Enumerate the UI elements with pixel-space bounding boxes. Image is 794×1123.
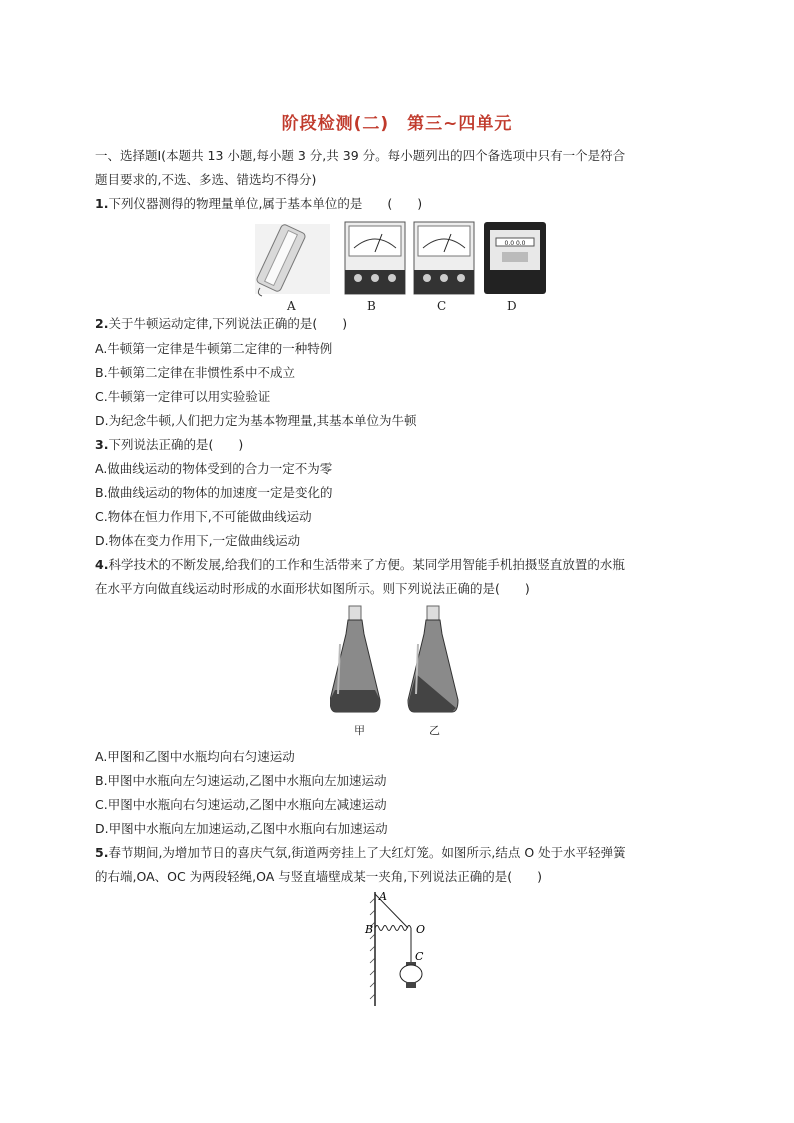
option: D.为纪念牛顿,人们把力定为基本物理量,其基本单位为牛顿 <box>95 413 417 428</box>
label-o: O <box>416 923 426 936</box>
question-stem-line2: 的右端,OA、OC 为两段轻绳,OA 与竖直墙壁成某一夹角,下列说法正确的是( ) <box>95 869 543 884</box>
question-number: 2. <box>95 316 109 331</box>
figure-label-b: B <box>367 299 376 313</box>
option: D.物体在变力作用下,一定做曲线运动 <box>95 533 301 548</box>
spring <box>375 926 411 931</box>
figure-label-c: C <box>437 299 447 313</box>
question-number: 4. <box>95 557 109 572</box>
question-stem-line1: 科学技术的不断发展,给我们的工作和生活带来了方便。某同学用智能手机拍摄竖直放置的水瓶 <box>108 557 625 572</box>
question-5 <box>95 845 626 861</box>
lantern-icon <box>400 962 422 988</box>
lantern-diagram <box>360 888 440 1010</box>
option: C.甲图中水瓶向右匀速运动,乙图中水瓶向左减速运动 <box>95 797 387 812</box>
question-stem-line1: 春节期间,为增加节日的喜庆气氛,街道两旁挂上了大红灯笼。如图所示,结点 O 处于水平轻弹簧 <box>108 845 626 860</box>
label-a: A <box>379 890 387 903</box>
option: C.牛顿第一定律可以用实验验证 <box>95 389 271 404</box>
question-4 <box>95 557 625 573</box>
voltmeter-image <box>414 222 474 294</box>
figure-label-a: A <box>287 299 296 313</box>
figure-label-d: D <box>507 299 517 313</box>
option: B.甲图中水瓶向左匀速运动,乙图中水瓶向左加速运动 <box>95 773 387 788</box>
bottle-jia-image <box>330 606 380 712</box>
question-stem-line2: 在水平方向做直线运动时形成的水面形状如图所示。则下列说法正确的是( ) <box>95 581 530 596</box>
question-2 <box>95 316 347 332</box>
question-number: 1. <box>95 196 109 211</box>
label-c: C <box>415 950 424 963</box>
option: C.物体在恒力作用下,不可能做曲线运动 <box>95 509 312 524</box>
spring-scale-image <box>255 224 330 296</box>
option: A.牛顿第一定律是牛顿第二定律的一种特例 <box>95 341 333 356</box>
meter-readout: 0.0 0.0 <box>504 240 526 247</box>
figure-label-jia: 甲 <box>354 724 365 737</box>
section-heading-line1: 一、选择题Ⅰ(本题共 13 小题,每小题 3 分,共 39 分。每小题列出的四个备选项中只有一个是符合 <box>95 148 626 163</box>
option: D.甲图中水瓶向左加速运动,乙图中水瓶向右加速运动 <box>95 821 388 836</box>
instruments-figure <box>250 218 550 298</box>
question-stem: 下列仪器测得的物理量单位,属于基本单位的是 ( ) <box>108 196 423 211</box>
question-3 <box>95 437 243 453</box>
electricity-meter-image <box>484 222 546 294</box>
question-stem: 下列说法正确的是( ) <box>108 437 244 452</box>
option: A.做曲线运动的物体受到的合力一定不为零 <box>95 461 333 476</box>
question-number: 5. <box>95 845 109 860</box>
option: B.牛顿第二定律在非惯性系中不成立 <box>95 365 296 380</box>
bottles-figure <box>330 604 470 720</box>
ammeter-image <box>345 222 405 294</box>
page-title: 阶段检测(二) 第三~四单元 <box>281 114 513 134</box>
option: B.做曲线运动的物体的加速度一定是变化的 <box>95 485 333 500</box>
question-number: 3. <box>95 437 109 452</box>
label-b: B <box>365 923 374 936</box>
question-stem: 关于牛顿运动定律,下列说法正确的是( ) <box>108 316 348 331</box>
figure-label-yi: 乙 <box>429 724 440 737</box>
option: A.甲图和乙图中水瓶均向右匀速运动 <box>95 749 295 764</box>
bottle-yi-image <box>408 606 458 712</box>
section-heading-line2: 题目要求的,不选、多选、错选均不得分) <box>95 172 317 187</box>
question-1 <box>95 196 422 212</box>
